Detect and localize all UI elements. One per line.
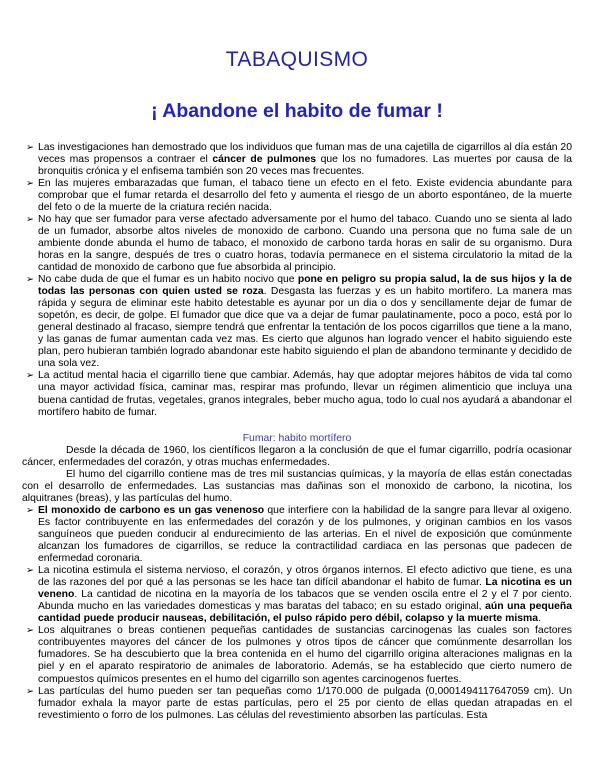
section-heading: Fumar: habito mortífero [242,432,352,444]
emphasised-text: pone en peligro su propia salud, la de sus hijos y la de todas las personas con quien usted se roza [38,274,572,298]
bullet-arrow-icon: ➢ [26,274,34,286]
run-text: La nicotina estimula el sistema nervioso, el corazón, y otros órganos internos. El efecto adictivo que tiene, es una de las razones del por qué a las personas se les hace tan difícil abandonar el habito de fumar. [38,565,572,589]
bullet-arrow-icon: ➢ [26,625,34,637]
run-text: que los no fumadores. Las muertes por causa de la bronquitis crónica y el enfisema también son 20 veces mas frecuentes. [38,153,573,177]
list-item-text [38,625,572,685]
list-item [22,214,572,274]
section-two-paragraph: El humo del cigarrillo contiene mas de tres mil sustancias químicas, y la mayoría de ellas están conectadas con el desarrollo de enfermedades. Las sustancias mas dañinas son el monoxido de carbono, la nicotina, los alquitranes (breas), y las partículas del humo. [22,468,572,504]
run-text: La actitud mental hacia el cigarrillo tiene que cambiar. Además, hay que adoptar mejores hábitos de vida tal como una mayor actividad física, caminar mas, respirar mas profundo, llevar un régimen alimenticio que incluya una buena cantidad de frutas, vegetales, granos integrales, beber mucho agua, todo lo cual nos ayudará a abandonar el mortífero habito de fumar. [38,370,572,418]
bullet-arrow-icon: ➢ [26,685,34,697]
emphasised-text: La nicotina es un veneno [38,577,573,601]
list-item-text [38,178,572,214]
list-item-text [38,565,572,625]
section-two-paragraph: Desde la década de 1960, los científicos llegaron a la conclusión de que el fumar cigarrillo, podría ocasionar cáncer, enfermedades del corazón, y otras muchas enfermedades. [22,444,572,468]
section-two-bullet-list [22,505,572,722]
bullet-arrow-icon: ➢ [26,504,34,516]
page-title: TABAQUISMO [225,48,369,71]
bullet-arrow-icon: ➢ [26,213,34,225]
list-item [22,686,572,722]
run-text: No hay que ser fumador para verse afectado adversamente por el humo del tabaco. Cuando uno se sienta al lado de un fumador, absorbe altos niveles de monoxido de carbono. Cuando una persona que no fuma sale de un ambiente donde abunda el humo de tabaco, el monoxido de carbono tarda horas en salir de su organismo. Dura horas en la sangre, después de tres o cuatro horas, todavía permanece en el sistema circulatorio la mitad de la cantidad de monoxido de carbono que fue absorbida al principio. [38,213,572,273]
list-item-text [38,214,572,274]
emphasised-text: El monoxido de carbono es un gas venenoso [38,504,265,516]
section-one-bullet-list [22,142,572,419]
bullet-arrow-icon: ➢ [26,565,34,577]
run-text: No cabe duda de que el fumar es un habito nocivo que [38,274,298,286]
list-item-text [38,686,572,722]
run-text: que interfiere con la habilidad de la sangre para llevar al oxigeno. Es factor contribuyente en las enfermedades del corazón y de los pulmones, y originan cambios en los vasos sanguíneos que pueden conducir al endurecimiento de las arterias. En el nivel de exposición que comúnmente alcanzan los fumadores de cigarrillos, se reduce la contractilidad cardiaca en las personas que padecen de enfermedad coronaria. [38,504,572,565]
list-item-text [38,370,572,418]
run-text: Los alquitranes o breas contienen pequeñas cantidades de sustancias carcinogenas las cuales son factores contribuyentes mayores del cáncer de los pulmones y otros tipos de cáncer que comúnmente desarrollan los fumadores. Se ha descubierto que la brea contenida en el humo del cigarrillo origina alteraciones malignas en la piel y en el aparato respiratorio de animales de laboratorio. Además, se ha establecido que cierto numero de compuestos químicos presentes en el humo del cigarrillo son agentes carcinogenos fuertes. [38,625,572,685]
list-item [22,505,572,565]
run-text: . Desgasta las fuerzas y es un habito mortifero. La manera mas rápida y segura de eliminar este habito detestable es ayunar por un dia o dos y sencillamente dejar de fumar de sopetón, es decir, de golpe. El fumador que dice que va a dejar de fumar paulatinamente, poco a poco, está por lo general destinado al fracaso, siempre tendrá que enfrentar la tentación de los pocos cigarrillos que tiene a la mano, y las ganas de fumar aumentan cada vez mas. Es cierto que algunos han logrado vencer el habito siguiendo este plan, pero hubieran también logrado abandonar este habito siguiendo el plan de abandono terminante y decidido de una sola vez. [38,286,572,370]
list-item [22,625,572,685]
bullet-arrow-icon: ➢ [26,370,34,382]
run-text: En las mujeres embarazadas que fuman, el tabaco tiene un efecto en el feto. Existe evidencia abundante para comprobar que el fumar retarda el desarrollo del feto y aumenta el riesgo de un aborto espontáneo, de la muerte del feto o de la muerte de la criatura recién nacida. [38,177,572,213]
list-item [22,274,572,370]
list-item-text [38,142,572,178]
emphasised-text: aún una pequeña cantidad puede producir nauseas, debilitación, el pulso rápido pero débil, colapso y la muerte misma [38,601,572,625]
emphasised-text: cáncer de pulmones [212,153,317,165]
bullet-arrow-icon: ➢ [26,177,34,189]
bullet-arrow-icon: ➢ [26,141,34,153]
list-item [22,142,572,178]
run-text: . [538,613,541,625]
list-item-text [38,505,572,565]
run-text: Las partículas del humo pueden ser tan pequeñas como 1/170.000 de pulgada (0,0001494117647059 cm). Un fumador exhala la mayor parte de estas partículas, pero el 25 por ciento de ellas quedan atrapadas en el revestimiento o forro de los pulmones. Las células del revestimiento absorben las partículas. Esta [38,685,572,721]
list-item [22,370,572,418]
run-text: Las investigaciones han demostrado que los individuos que fuman mas de una cajetilla de cigarrillos al día están 20 veces mas propensos a contraer el [38,141,572,165]
list-item-text [38,274,572,370]
list-item [22,178,572,214]
list-item [22,565,572,625]
page-subtitle: ¡ Abandone el habito de fumar ! [151,100,443,123]
run-text: . La cantidad de nicotina en la mayoría de los tabacos que se venden oscila entre el 2 y el 7 por ciento. Abunda mucho en las variedades domesticas y mas baratas del tabaco; en su estado original, [38,589,572,613]
